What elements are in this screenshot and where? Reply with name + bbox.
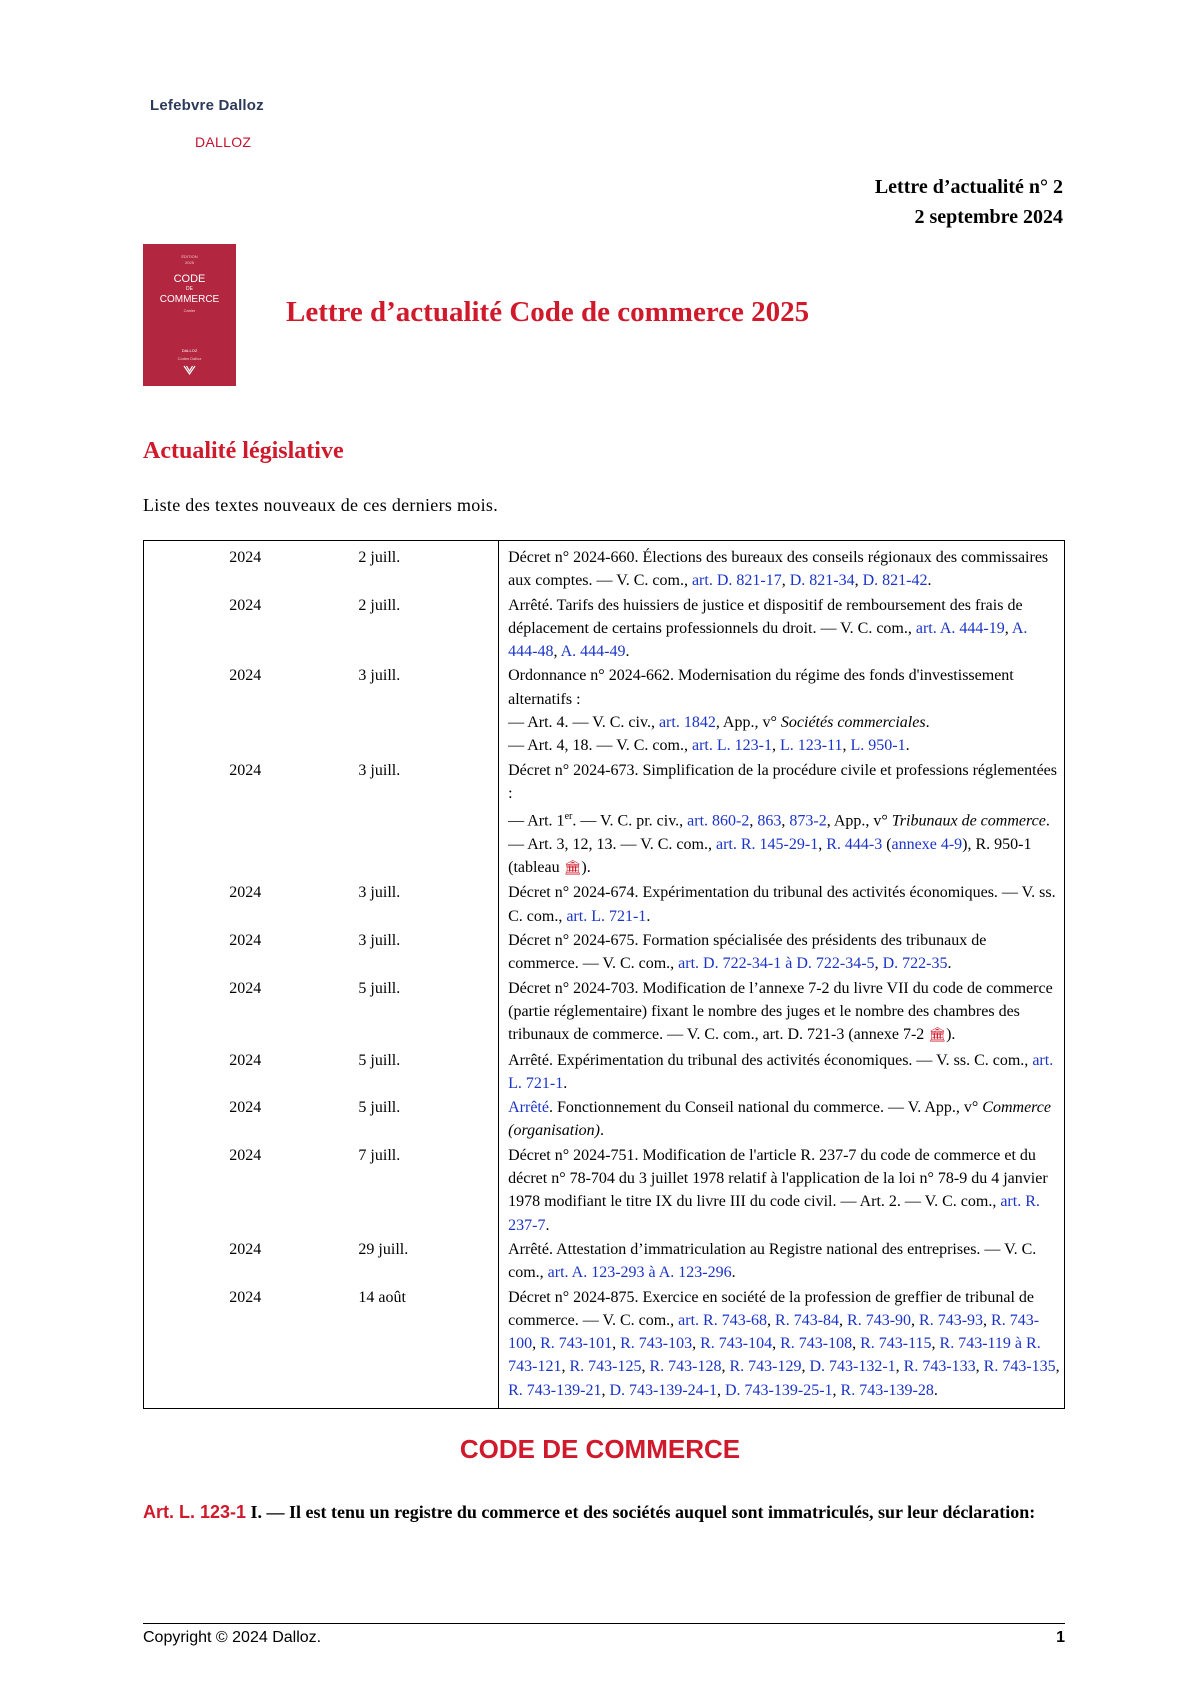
text-segment: Arrêté. Attestation d’immatriculation au Registre national des entreprises. — V. C. com., xyxy=(508,1240,1037,1282)
row-year: 2024 xyxy=(229,549,262,566)
code-title: CODE DE COMMERCE xyxy=(459,1434,741,1464)
brand-logo: Lefebvre Dalloz xyxy=(150,97,264,114)
article-link[interactable]: R. 743-133 xyxy=(903,1358,976,1376)
row-description xyxy=(499,663,1065,757)
table-row xyxy=(144,880,1065,928)
court-icon: 🏛 xyxy=(928,1028,947,1044)
article-link[interactable]: R. 743-129 xyxy=(729,1358,802,1376)
row-year: 2024 xyxy=(229,1288,262,1306)
article-link[interactable]: R. 743-125 xyxy=(569,1358,642,1376)
text-segment: ). xyxy=(581,859,591,877)
article-link[interactable]: R. 743-101 xyxy=(540,1335,613,1353)
text-segment: , xyxy=(895,1358,904,1376)
article-link[interactable]: D. 743-139-25-1 xyxy=(724,1381,833,1399)
row-description xyxy=(499,758,1065,881)
article-link[interactable]: art. L. 721-1 xyxy=(508,1051,1054,1092)
text-segment: , xyxy=(842,737,851,755)
text-segment: , xyxy=(532,1335,541,1353)
text-segment: , xyxy=(771,737,780,755)
table-row xyxy=(144,1048,1065,1096)
text-segment: , xyxy=(561,1358,570,1376)
table-row xyxy=(144,1237,1065,1285)
text-segment: Décret n° 2024-673. Simplification de la procédure civile et professions réglementées : xyxy=(508,761,1057,802)
text-segment: ), R. 950-1 (tableau xyxy=(508,835,1032,877)
text-segment: . xyxy=(599,1122,604,1140)
row-year: 2024 xyxy=(229,1146,262,1164)
text-segment: , xyxy=(818,835,827,853)
row-description xyxy=(499,1143,1065,1237)
row-date: 14 août xyxy=(346,1285,498,1409)
text-segment: Arrêté. Expérimentation du tribunal des activités économiques. — V. ss. C. com., xyxy=(508,1051,1033,1069)
text-segment: Décret n° 2024-703. Modification de l’annexe 7-2 du livre VII du code de commerce (partie réglementaire) fixant le nombre des juges et le nombre des chambres des tribunaux de commerce. — V. C. com., art. D. 721-3 (annexe 7-2 xyxy=(508,979,1053,1044)
intro-text: Liste des textes nouveaux de ces derniers mois. xyxy=(143,495,499,515)
row-date: 3 juill. xyxy=(346,663,498,757)
article-link[interactable]: D. 722-35 xyxy=(882,955,948,973)
letter-date: 2 septembre 2024 xyxy=(914,206,1063,228)
article-link[interactable]: R. 743-104 xyxy=(700,1335,773,1353)
text-segment: , xyxy=(839,1311,848,1329)
text-segment: ). xyxy=(946,1026,956,1044)
table-row xyxy=(144,541,1065,593)
row-year: 2024 xyxy=(229,932,262,950)
article-paragraph xyxy=(143,1497,1065,1527)
row-description xyxy=(499,1285,1065,1409)
table-row xyxy=(144,928,1065,976)
cover-subtitle: Cahier xyxy=(183,308,196,313)
text-segment: , xyxy=(641,1358,650,1376)
text-segment: , xyxy=(553,643,561,661)
article-link[interactable]: R. 743-108 xyxy=(780,1335,853,1353)
row-description xyxy=(499,541,1065,593)
cover-edition: ÉDITION xyxy=(181,254,198,259)
text-segment: , xyxy=(749,812,758,830)
row-description xyxy=(499,976,1065,1048)
text-segment: . Fonctionnement du Conseil national du commerce. — V. App., v° xyxy=(548,1099,983,1117)
text-segment: . xyxy=(1045,812,1050,830)
page-number: 1 xyxy=(1056,1629,1065,1646)
court-icon: 🏛 xyxy=(563,861,582,877)
row-year: 2024 xyxy=(229,667,262,685)
italic-text: Sociétés commerciales xyxy=(780,714,926,732)
article-link[interactable]: art. 1842 xyxy=(658,714,716,732)
table-row xyxy=(144,663,1065,757)
row-date: 3 juill. xyxy=(346,928,498,976)
cover-title-top: CODE xyxy=(173,273,206,285)
table-row xyxy=(144,976,1065,1048)
footer-divider xyxy=(143,1623,1065,1624)
row-description xyxy=(499,928,1065,976)
italic-text: Commerce (organisation) xyxy=(508,1099,1051,1140)
text-segment: , xyxy=(767,1311,776,1329)
text-segment: , xyxy=(1055,1358,1060,1376)
text-segment: , xyxy=(983,1311,992,1329)
article-link[interactable]: art. D. 722-34-1 à D. 722-34-5 xyxy=(678,955,875,973)
cover-year: 2025 xyxy=(185,260,194,265)
article-link[interactable]: 873-2 xyxy=(789,812,827,830)
article-link[interactable]: R. 743-90 xyxy=(847,1311,912,1329)
text-segment: Décret n° 2024-660. Élections des bureaux des conseils régionaux des commissaires aux comptes. — V. C. com., xyxy=(508,549,1049,590)
article-link[interactable]: R. 743-115 xyxy=(860,1335,932,1353)
text-segment: . xyxy=(731,1264,736,1282)
cover-title-bottom: COMMERCE xyxy=(159,294,220,305)
article-link[interactable]: R. 743-84 xyxy=(775,1311,840,1329)
article-link[interactable]: art. R. 145-29-1 xyxy=(715,835,819,853)
cover-emblem-icon xyxy=(183,364,196,376)
text-segment: — Art. 1 xyxy=(508,812,565,830)
row-year: 2024 xyxy=(229,761,262,779)
article-link[interactable]: L. 123-11 xyxy=(779,737,843,755)
row-description xyxy=(499,1237,1065,1285)
article-link[interactable]: D. 821-42 xyxy=(862,572,928,590)
text-segment: Ordonnance n° 2024-662. Modernisation du régime des fonds d'investissement alternatifs : xyxy=(508,667,1014,708)
text-segment: , xyxy=(931,1335,940,1353)
text-segment: . xyxy=(625,643,630,661)
article-link[interactable]: R. 743-100 xyxy=(508,1311,1040,1353)
article-text: I. — Il est tenu un registre du commerce et des sociétés auquel sont immatriculés, sur leur déclaration: xyxy=(246,1502,1036,1522)
row-year: 2024 xyxy=(229,1051,262,1069)
text-segment: , xyxy=(721,1358,730,1376)
text-segment: ( xyxy=(882,835,892,853)
section-title: Actualité législative xyxy=(143,438,344,464)
article-link[interactable]: L. 950-1 xyxy=(850,737,906,755)
article-ref-link[interactable]: Art. L. 123-1 xyxy=(143,1502,247,1522)
row-date: 3 juill. xyxy=(346,880,498,928)
text-segment: , xyxy=(832,1381,841,1399)
article-link[interactable]: D. 743-132-1 xyxy=(809,1358,896,1376)
text-segment: Décret n° 2024-751. Modification de l'article R. 237-7 du code de commerce et du décret n° 78-704 du 3 juillet 1978 relatif à l'application de la loi n° 78-9 du 4 janvier 1978 modifiant le titre IX du livre III du code civil. — Art. 2. — V. C. com., xyxy=(508,1146,1048,1211)
letter-number: Lettre d’actualité n° 2 xyxy=(874,176,1063,198)
cover-publisher: DALLOZ xyxy=(181,348,198,353)
article-link[interactable]: D. 821-34 xyxy=(789,572,855,590)
article-link[interactable]: R. 743-119 à R. 743-121 xyxy=(508,1335,1041,1376)
article-link[interactable]: art. L. 123-1 xyxy=(691,737,772,755)
article-link[interactable]: Arrêté xyxy=(508,1099,549,1117)
article-link[interactable]: art. L. 721-1 xyxy=(566,907,647,925)
row-description xyxy=(499,593,1065,664)
row-year: 2024 xyxy=(229,1099,262,1117)
article-link[interactable]: art. A. 123-293 à A. 123-296 xyxy=(547,1264,732,1282)
book-cover xyxy=(143,244,236,386)
row-date: 7 juill. xyxy=(346,1143,498,1237)
page-title: Lettre d’actualité Code de commerce 2025 xyxy=(286,296,810,328)
article-link[interactable]: R. 743-93 xyxy=(919,1311,984,1329)
row-year: 2024 xyxy=(229,884,262,902)
article-link[interactable]: art. R. 743-68 xyxy=(678,1311,768,1329)
row-year: 2024 xyxy=(229,979,262,997)
text-segment: , App., v° xyxy=(826,812,892,830)
text-segment: , xyxy=(601,1381,610,1399)
row-description xyxy=(499,1048,1065,1096)
table-row xyxy=(144,1143,1065,1237)
text-segment: Décret n° 2024-674. Expérimentation du tribunal des activités économiques. — V. ss. C. com., xyxy=(508,884,1056,925)
italic-text: Tribunaux de commerce xyxy=(891,812,1046,830)
publisher-logo: DALLOZ xyxy=(195,134,252,150)
article-link[interactable]: annexe 4-9 xyxy=(891,835,963,853)
text-segment: , xyxy=(975,1358,984,1376)
row-date: 5 juill. xyxy=(346,976,498,1048)
article-link[interactable]: R. 743-128 xyxy=(649,1358,722,1376)
letter-header xyxy=(875,172,1063,232)
table-row xyxy=(144,758,1065,881)
text-segment: . xyxy=(545,1216,550,1234)
footer-copyright: Copyright © 2024 Dalloz. xyxy=(143,1629,322,1646)
row-date: 29 juill. xyxy=(346,1237,498,1285)
row-year: 2024 xyxy=(229,596,262,614)
text-segment: , App., v° xyxy=(715,714,781,732)
table-row xyxy=(144,1285,1065,1409)
text-segment: , xyxy=(801,1358,810,1376)
row-description xyxy=(499,1095,1065,1143)
text-segment: , xyxy=(781,572,790,590)
article-link[interactable]: R. 444-3 xyxy=(826,835,883,853)
text-segment: , xyxy=(852,1335,861,1353)
text-segment: . xyxy=(563,1074,568,1092)
article-link[interactable]: A. 444-48 xyxy=(508,619,1028,661)
article-link[interactable]: A. 444-49 xyxy=(560,643,626,661)
article-link[interactable]: R. 743-139-28 xyxy=(840,1381,934,1399)
text-segment: . xyxy=(905,737,910,755)
text-segment: — Art. 3, 12, 13. — V. C. com., xyxy=(508,835,716,853)
row-description xyxy=(499,880,1065,928)
text-segment: — Art. 4, 18. — V. C. com., xyxy=(508,737,692,755)
text-segment: , xyxy=(874,955,883,973)
text-segment: . xyxy=(947,955,952,973)
text-segment: Décret n° 2024-675. Formation spécialisée des présidents des tribunaux de commerce. — V. C. com., xyxy=(508,932,987,973)
text-segment: , xyxy=(772,1335,781,1353)
text-segment: Décret n° 2024-875. Exercice en société de la profession de greffier de tribunal de commerce. — V. C. com., xyxy=(508,1288,1034,1329)
article-link[interactable]: art. R. 237-7 xyxy=(508,1193,1040,1234)
article-link[interactable]: art. D. 821-17 xyxy=(691,572,782,590)
superscript: er xyxy=(564,811,573,823)
table-row xyxy=(144,593,1065,664)
article-link[interactable]: 863 xyxy=(757,812,782,830)
article-link[interactable]: R. 743-139-21 xyxy=(508,1381,602,1399)
text-segment: , xyxy=(612,1335,621,1353)
text-segment: Arrêté. Tarifs des huissiers de justice et dispositif de remboursement des frais de déplacement de certains professionnels du droit. — V. C. com., xyxy=(508,596,1023,637)
row-date: 5 juill. xyxy=(346,1048,498,1096)
cover-title-mid: DE xyxy=(186,286,193,292)
text-segment: , xyxy=(854,572,863,590)
row-year: 2024 xyxy=(229,1240,262,1258)
row-date: 3 juill. xyxy=(346,758,498,881)
text-segment: . xyxy=(927,572,932,590)
table-row xyxy=(144,1095,1065,1143)
text-segment: , xyxy=(692,1335,701,1353)
article-link[interactable]: D. 743-139-24-1 xyxy=(609,1381,717,1399)
text-segment: — Art. 4. — V. C. civ., xyxy=(508,714,659,732)
article-link[interactable]: art. A. 444-19 xyxy=(915,619,1005,637)
text-segment: . xyxy=(646,907,651,925)
row-date: 2 juill. xyxy=(346,541,498,593)
cover-collection: Codes Dalloz xyxy=(177,356,202,361)
text-segment: . xyxy=(925,714,930,732)
text-segment: , xyxy=(716,1381,725,1399)
text-segment: , xyxy=(781,812,790,830)
text-segment: . — V. C. pr. civ., xyxy=(572,812,688,830)
row-date: 2 juill. xyxy=(346,593,498,664)
article-link[interactable]: art. 860-2 xyxy=(687,812,750,830)
text-segment: , xyxy=(911,1311,920,1329)
row-date: 5 juill. xyxy=(346,1095,498,1143)
texts-table xyxy=(143,540,1065,1409)
text-segment: . xyxy=(933,1381,938,1399)
text-segment: , xyxy=(1004,619,1012,637)
article-link[interactable]: R. 743-103 xyxy=(620,1335,693,1353)
article-link[interactable]: R. 743-135 xyxy=(983,1358,1056,1376)
